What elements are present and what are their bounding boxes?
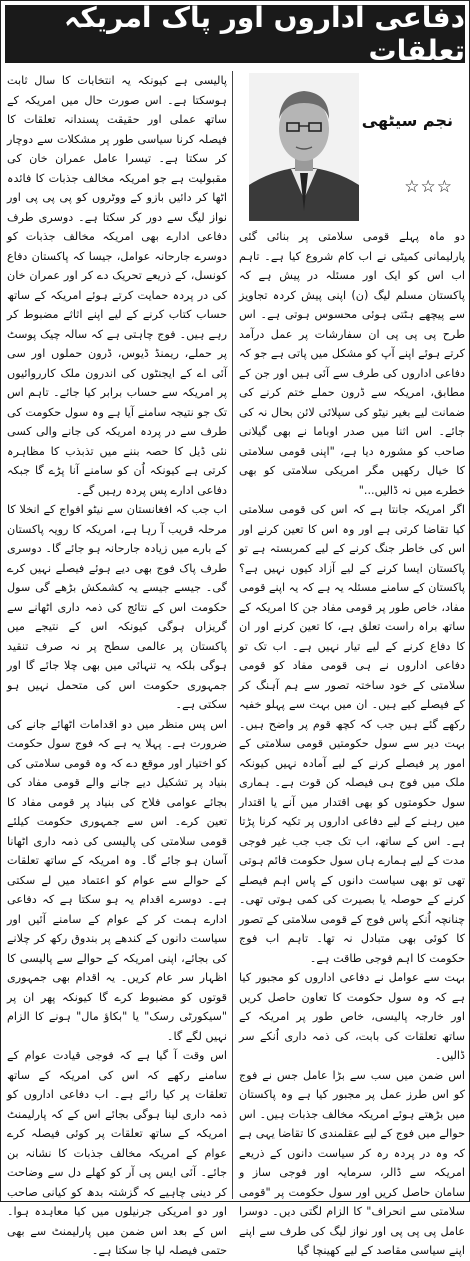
author-name: نجم سیٹھی [361,111,453,130]
headline: دفاعی اداروں اور پاک امریکہ تعلقات [63,1,465,67]
article-column-left [7,71,227,1257]
article-paragraph: دو ماہ پہلے قومی سلامتی پر بنائی گئی پارلیمانی کمیٹی نے اب کام شروع کیا ہے۔ تاہم اب اس کو ایک اور مسئلہ در پیش ہے کہ پاکستان مسلم لیگ (ن) اپنی پیش کردہ تجاویز سے پیچھے ہٹتی ہوئی محسوس ہوتی ہے۔ اس طرح پی پی پی ان سفارشات پر عمل درآمد کرتے ہوئے اپنے آپ کو مشکل میں پاتی ہے جو کہ دفاعی اداروں کی طرف سے آئی ہیں اور جن کے مطابق، امریکہ سے ڈرون حملے ختم کرنے کی ضمانت لیے بغیر نیٹو کی سپلائی لائن بحال نہ کی جائے۔ اس اثنا میں صدر اوباما نے بھی گیلانی صاحب کو مشورہ دیا ہے، "اپنی قومی سلامتی کا خیال رکھیں مگر امریکی سلامتی کو بھی خطرے میں نہ ڈالیں..." [239,230,465,497]
author-portrait-drawing [249,73,359,221]
article-paragraph: اس ضمن میں سب سے بڑا عامل جس نے فوج کو اس طرز عمل پر مجبور کیا ہے وہ پاکستان میں بڑھتے ہوئے امریکہ مخالف جذبات ہیں۔ اس حوالے میں فوج کے لیے عقلمندی کا تقاضا یہی ہے کہ وہ در پردہ رہ کر سیاست دانوں کے ذریعے امریکہ سے ڈالر، سرمایہ اور فوجی ساز و سامان حاصل کریں اور سول حکومت پر "قومی سلامتی سے انحراف" کا الزام لگتی دیں۔ دوسرا عامل پی پی پی اور نواز لیگ کی طرف سے اپنے اپنے سیاسی مقاصد کے لیے کھینچا گیا [239,1068,465,1257]
author-box [239,71,465,223]
author-portrait-icon [249,73,359,221]
article-paragraph: اب جب کہ افغانستان سے نیٹو افواج کے انخلا کا مرحلہ قریب آ رہا ہے، امریکہ کا رویہ پاکستان کے بارے میں زیادہ جارحانہ ہو جائے گا۔ دوسری طرف پاک فوج بھی دیے ہوئے فیصلے نہیں کرے گی۔ جیسے جیسے یہ کشمکش بڑھے گی سول حکومت اس کے نتائج کی ذمہ داری اٹھانے سے گریزاں ہوگی کیونکہ اس کے نتیجے میں پاکستان پر عالمی سطح پر نہ صرف تنقید ہوگی بلکہ یہ تنہائی میں بھی چلا جائے گا اور جمہوری حکومت اس کی متحمل نہیں ہو سکتی ہے۔ [7,503,227,711]
column-divider [232,71,233,1199]
article-paragraph: اگر امریکہ جانتا ہے کہ اس کی قومی سلامتی کیا تقاضا کرتی ہے اور وہ اس کا تعین کرنے اور اس کی خاطر جنگ کرنے کے لیے کمربستہ ہے تو پاکستان ایسا کرنے کے لیے آزاد کیوں نہیں ہے؟ پاکستان کے سامنے مسئلہ یہ ہے کہ یہ اپنے قومی مفاد، خاص طور پر قومی مفاد جن کا امریکہ کے ساتھ براہ راست تعلق ہے، کا تعین کرنے اور ان کا دفاع کرنے کے لیے تیار نہیں ہے۔ اب تک تو دفاعی اداروں نے ہی قومی مفاد کو قومی سلامتی کے خود ساختہ تصور سے ہم آہنگ کر کے فیصلے کیے ہیں۔ ان میں بہت سے پہلو خفیہ رکھے گئے ہیں جب کہ کچھ قوم پر واضح ہیں۔ بہت دیر سے سول حکومتیں قومی سلامتی کے امور پر فیصلے کرنے کے لیے آمادہ نہیں کیونکہ ملک میں فوج ہی فیصلہ کن قوت ہے۔ ہماری سول حکومتوں کو بھی اقتدار میں آنے یا اقتدار میں رہنے کے لیے دفاعی اداروں پر تکیہ کرنا پڑتا ہے۔ اس کے ساتھ، اب تک جب جب غیر فوجی مدت کے لیے ہمارے ہاں سول حکومت قائم ہوتی تھی تو بھی سیاست دانوں کے پاس اہم فیصلے کرنے کے حوصلہ یا بصیرت کی کمی ہوتی تھی۔ چنانچہ اُنکے پاس فوج کے قومی سلامتی کے تصور کا کوئی بھی متبادل نہ تھا۔ تاہم اب فوج حکومت کا اہم فوجی طاقت ہے۔ [239,503,465,965]
article-paragraph: پالیسی ہے کیونکہ یہ انتخابات کا سال ثابت ہوسکتا ہے۔ اس صورت حال میں امریکہ کے ساتھ عملی اور حقیقت پسندانہ تعلقات کا فیصلہ کرنا سیاسی طور پر مشکلات سے دوچار کر سکتا ہے۔ تیسرا عامل عمران خان کی مقبولیت ہے جو امریکہ مخالف جذبات کا فائدہ اٹھا کر دائیں بازو کے ووٹروں کو پی پی پی اور نواز لیگ سے دور کر سکتا ہے۔ دوسری طرف دفاعی ادارے بھی امریکہ مخالف جذبات کو دوسرے جارحانہ عوامل، جیسا کہ پاکستان دفاع کونسل، کے ذریعے تحریک دے کر اور عمران خان کی در پردہ حمایت کرتے ہوئے امریکہ کے ساتھ حساب کتاب کرنے کے لیے اپنے اثاثے مضبوط کر رہے ہیں۔ فوج چاہتی ہے کہ سالہ چیک پوسٹ پر حملے، ریمنڈ ڈیوس، ڈرون حملوں اور سی آئی اے کے ایجنٹوں کی اندرون ملک کارروائیوں پر امریکہ سے حساب برابر کیا جائے۔ تاہم اس تک جو نتیجہ سامنے آیا ہے وہ سول حکومت کی طرف سے در پردہ امریکہ کی جانے والی کسی نئی ڈیل کا حصہ بننے میں تذبذب کا مظاہرہ کرتی ہے کیونکہ اُن کو سامنے آنا پڑے گا جبکہ دفاعی ادارے پس پردہ رہیں گے۔ [7,74,227,497]
article-paragraph: اس پس منظر میں دو اقدامات اٹھائے جانے کی ضرورت ہے۔ پہلا یہ ہے کہ فوج سول حکومت کو اختیار اور موقع دے کہ وہ قومی سلامتی کی بنیاد پر تشکیل دیے جانے والے قومی مفاد کی بجائے عوامی فلاح کی بنیاد پر قومی مفاد کا تعین کرے۔ اس سے جمہوری حکومت کیلئے قومی سلامتی کی پالیسی کی ذمہ داری اٹھانا آسان ہو جائے گا۔ وہ امریکہ کے ساتھ تعلقات کے حوالے سے عوام کو اعتماد میں لے سکتی ہے۔ دوسرے اقدام یہ ہو سکتا ہے کہ دفاعی ادارے ہمت کر کے عوام کے سامنے آئیں اور سیاست دانوں کے کندھے پر بندوق رکھ کر چلانے کی بجائے، اپنی امریکہ کے حوالے سے پالیسی کا اظہار سر عام کریں۔ یہ اقدام بھی جمہوری قوتوں کو مضبوط کرے گا کیونکہ پھر ان پر "سیکورٹی رسک" یا "بکاؤ مال" ہونے کا الزام نہیں لگے گا۔ [7,717,227,1043]
article-column-right [239,227,465,1257]
article-paragraph: اس وقت آ گیا ہے کہ فوجی قیادت عوام کے سامنے رکھے کہ اس کی امریکہ کے ساتھ تعلقات پر کیا رائے ہے۔ اب دفاعی اداروں کو ذمہ داری لینا ہوگی بجائے اس کے کہ پارلیمنٹ امریکہ کے ساتھ تعلقات پر کوئی فیصلہ کرے عوام کے امریکہ مخالف جذبات کا نشانہ بن جائے۔ آئی ایس پی آر کو کھلے دل سے وضاحت کر دینی چاہیے کہ گزشتہ بدھ کو کیانی صاحب اور دو امریکی جرنیلوں میں کیا معاہدہ ہوا۔ اس کے بعد اس ضمن میں پارلیمنٹ سے بھی حتمی فیصلہ لیا جا سکتا ہے۔ [7,1049,227,1257]
rating-stars: ☆☆☆ [404,177,453,197]
article-paragraph: بہت سے عوامل نے دفاعی اداروں کو مجبور کیا ہے کہ وہ سول حکومت کا تعاون حاصل کریں اور خارجہ پالیسی، خاص طور پر امریکہ کے ساتھ تعلقات کی بابت، کی ذمہ داری اُنکے سر ڈالیں۔ [239,971,465,1062]
headline-banner [5,1,465,67]
